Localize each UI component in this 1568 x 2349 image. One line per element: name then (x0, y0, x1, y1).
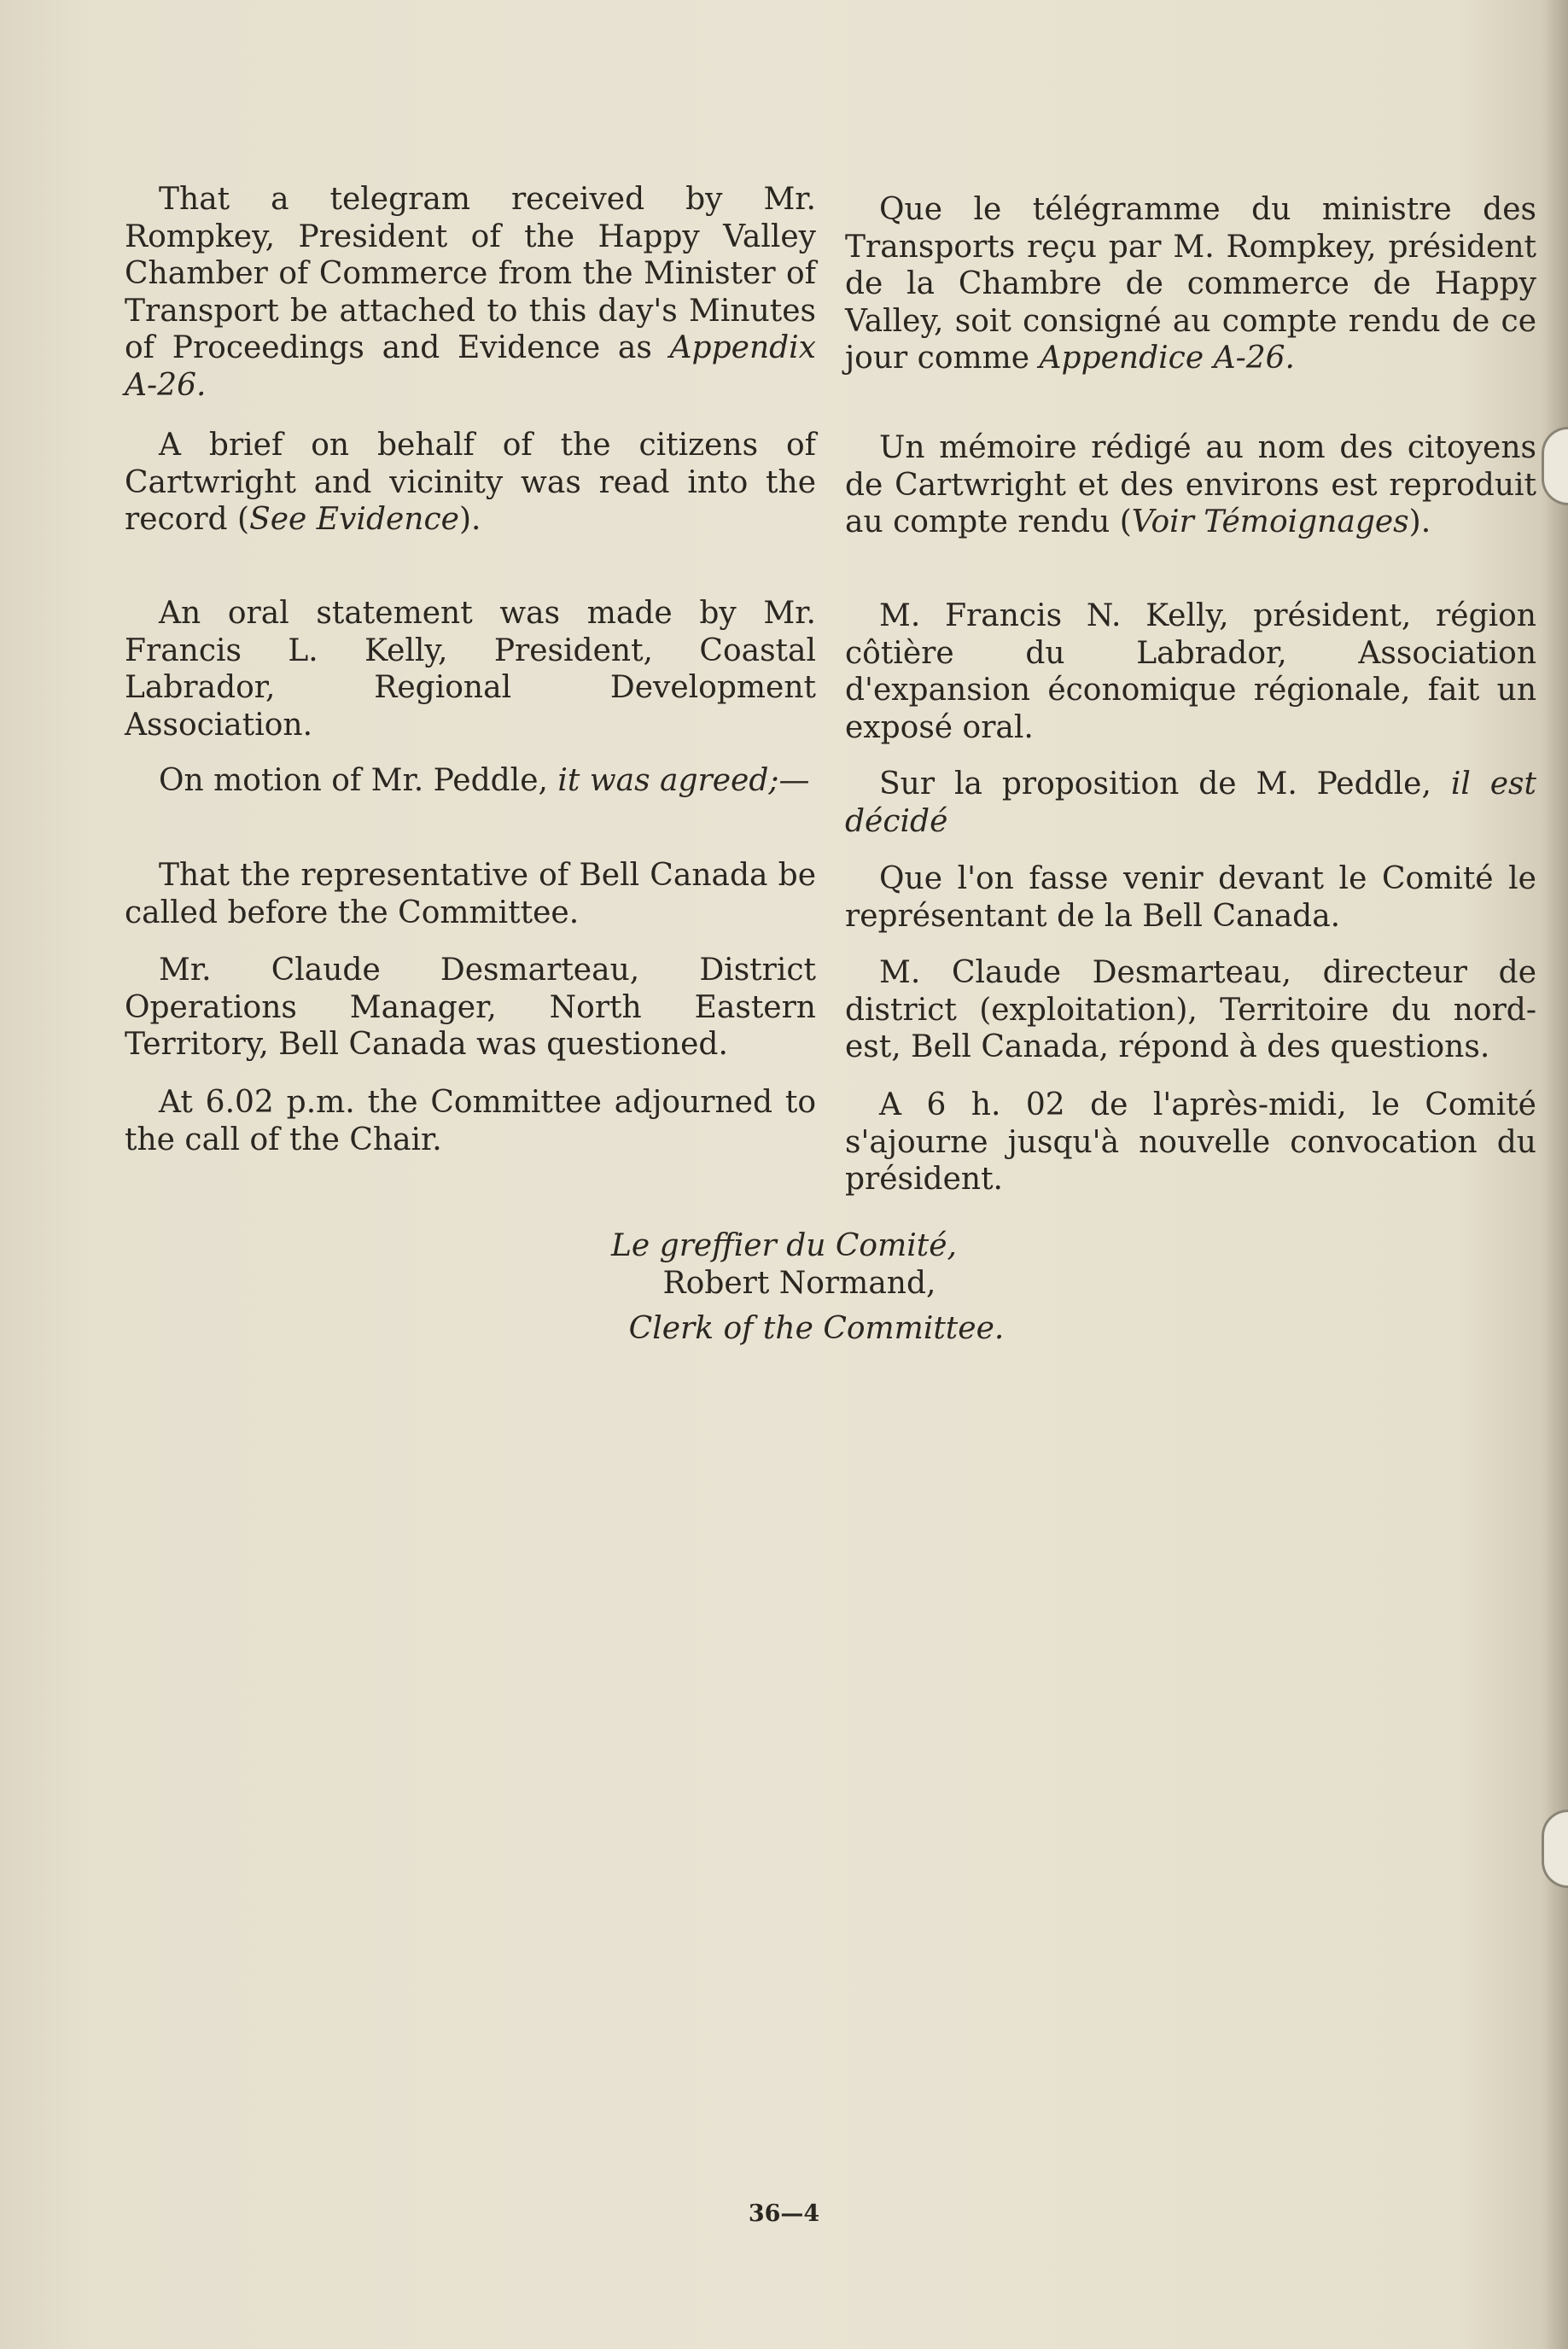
french-oral-statement-text: M. Francis N. Kelly, président, région côtière du Labrador, Association d'expansion économique régionale, fait un exposé oral. (845, 598, 1536, 745)
french-paragraph-motion (845, 766, 1536, 840)
french-brief-text: Un mémoire rédigé au nom des citoyens de Cartwright et des environs est reproduit au compte rendu ( (845, 430, 1536, 539)
french-paragraph-oral-statement (845, 597, 1536, 746)
english-brief-ref: See Evidence (249, 502, 459, 537)
english-desmarteau-text: Mr. Claude Desmarteau, District Operations Manager, North Eastern Territory, Bell Canada was questioned. (125, 953, 816, 1062)
english-telegram-text: That a telegram received by Mr. Rompkey, President of the Happy Valley Chamber of Commerce from the Minister of Transport be attached to this day's Minutes of Proceedings and Evidence as (125, 182, 816, 365)
signature-clerk (32, 1310, 1568, 1348)
french-brief-ref: Voir Témoignages (1131, 504, 1409, 539)
french-motion-text: Sur la proposition de M. Peddle, (879, 766, 1451, 801)
english-brief-end: ). (458, 502, 481, 537)
signature-greffier-text: Le greffier du Comité, (611, 1228, 957, 1263)
french-telegram-appendix: Appendice A-26. (1039, 341, 1295, 376)
french-paragraph-adjourned (845, 1087, 1536, 1198)
page-edge-shadow (1542, 0, 1568, 2349)
french-motion-decided: il est décidé (845, 766, 1537, 839)
english-paragraph-oral-statement (125, 595, 816, 743)
french-telegram-text: Que le télégramme du ministre des Transports reçu par M. Rompkey, président de la Chambre de commerce de Happy Valley, soit consigné au compte rendu de ce jour comme (845, 192, 1536, 376)
binding-hole-top (1542, 427, 1568, 505)
french-paragraph-bell-canada (845, 860, 1536, 935)
signature-greffier (0, 1227, 1568, 1265)
english-brief-text: A brief on behalf of the citizens of Cartwright and vicinity was read into the record ( (125, 428, 816, 537)
english-paragraph-desmarteau (125, 952, 816, 1064)
english-telegram-appendix: Appendix A-26. (125, 330, 816, 403)
binding-hole-bottom (1542, 1810, 1568, 1888)
french-desmarteau-text: M. Claude Desmarteau, directeur de district (exploitation), Territoire du nord-est, Bell Canada, répond à des questions. (845, 955, 1536, 1064)
english-paragraph-brief (125, 427, 816, 539)
signature-name (15, 1265, 1568, 1303)
english-adjourned-text: At 6.02 p.m. the Committee adjourned to the call of the Chair. (125, 1085, 816, 1157)
french-paragraph-desmarteau (845, 954, 1536, 1066)
english-paragraph-motion (125, 762, 816, 800)
english-paragraph-adjourned (125, 1084, 816, 1158)
english-motion-agreed: it was agreed;— (557, 763, 810, 798)
english-oral-statement-text: An oral statement was made by Mr. Francis L. Kelly, President, Coastal Labrador, Regional Development Association. (125, 596, 816, 743)
signature-name-text: Robert Normand, (662, 1266, 936, 1301)
french-brief-end: ). (1408, 504, 1431, 539)
french-adjourned-text: A 6 h. 02 de l'après-midi, le Comité s'ajourne jusqu'à nouvelle convocation du président. (845, 1087, 1536, 1197)
english-bell-canada-text: That the representative of Bell Canada be called before the Committee. (125, 858, 816, 930)
french-bell-canada-text: Que l'on fasse venir devant le Comité le représentant de la Bell Canada. (845, 861, 1536, 934)
french-paragraph-brief (845, 429, 1536, 541)
page-number: 36—4 (748, 2200, 820, 2227)
english-paragraph-telegram (125, 181, 816, 404)
french-paragraph-telegram (845, 191, 1536, 377)
signature-clerk-text: Clerk of the Committee. (628, 1311, 1005, 1346)
english-paragraph-bell-canada (125, 857, 816, 931)
english-motion-text: On motion of Mr. Peddle, (159, 763, 558, 798)
